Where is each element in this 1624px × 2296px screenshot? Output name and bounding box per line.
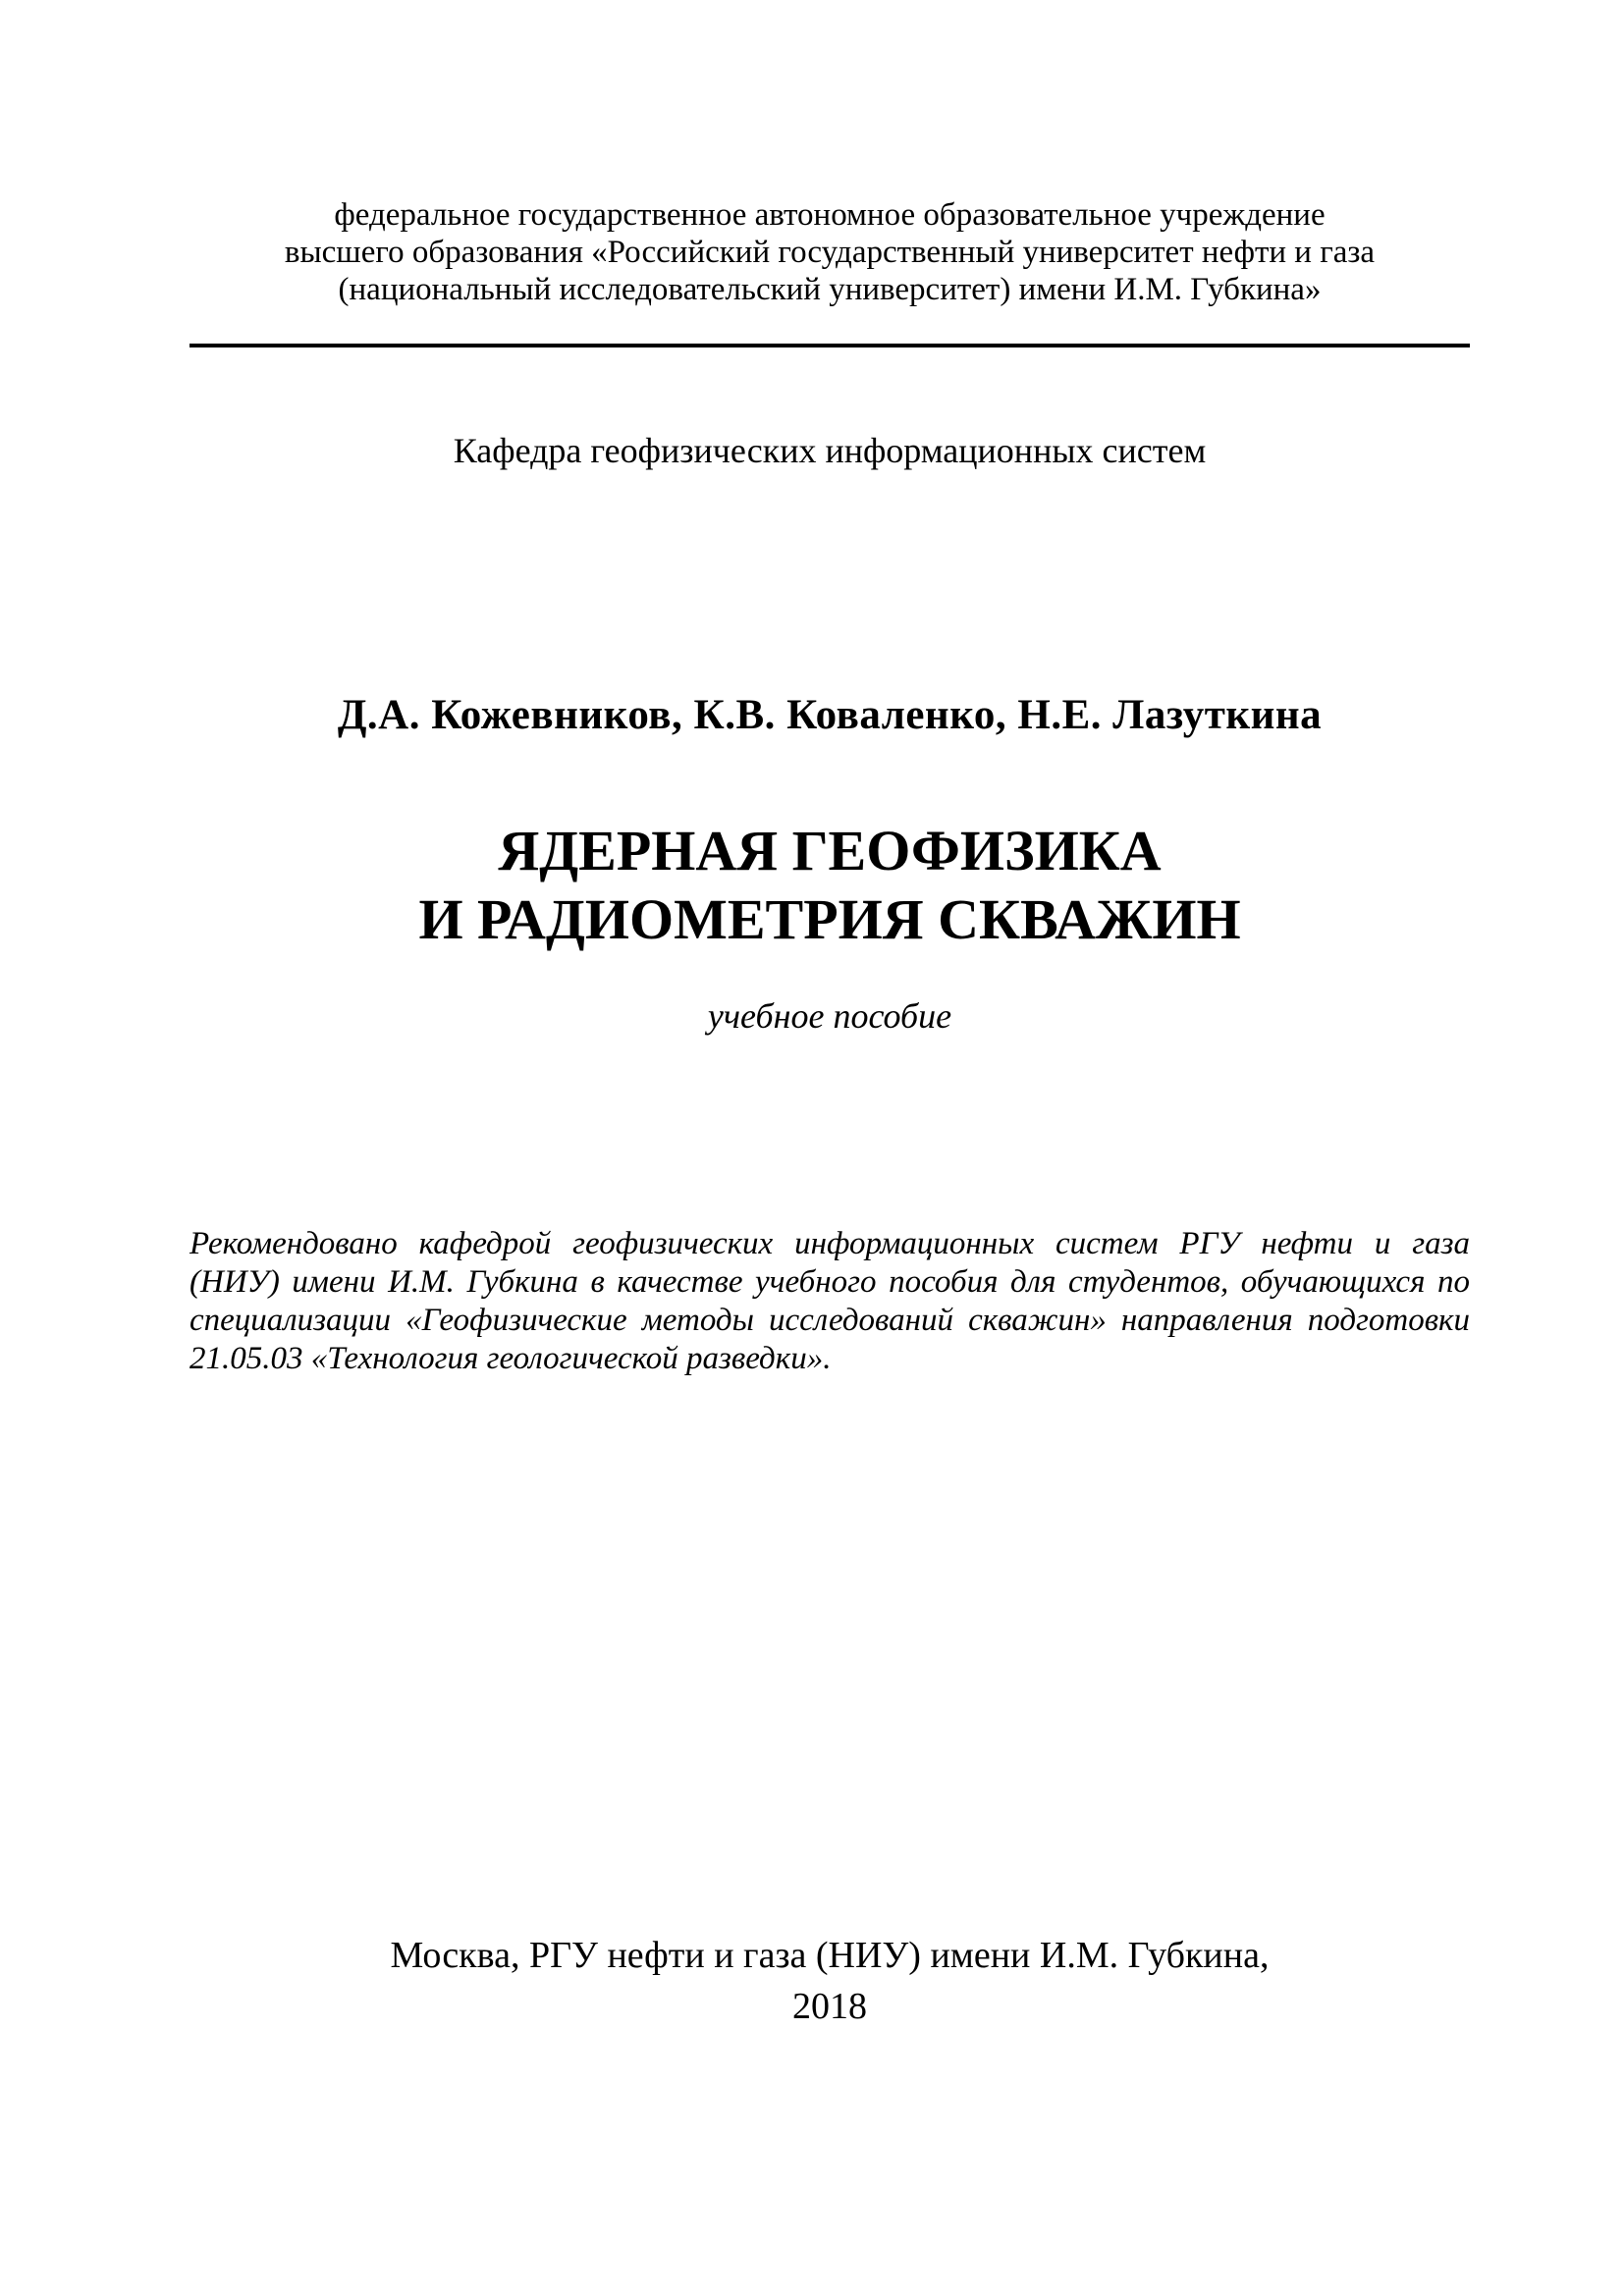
book-title-line-1: ЯДЕРНАЯ ГЕОФИЗИКА [498,819,1162,882]
authors-line: Д.А. Кожевников, К.В. Коваленко, Н.Е. Лазуткина [337,692,1323,738]
institution-line-2: высшего образования «Российский государственный университет нефти и газа [284,235,1376,270]
recommendation-line-1: Рекомендовано кафедрой геофизических информационных систем РГУ нефти и газа [189,1226,1470,1261]
book-subtitle: учебное пособие [707,996,952,1036]
recommendation-line-2: (НИУ) имени И.М. Губкина в качестве учебного пособия для студентов, обучающихся по [189,1264,1470,1300]
recommendation-line-4: 21.05.03 «Технология геологической разведки». [189,1341,832,1376]
imprint [189,1930,1470,2032]
recommendation-line-3: специализации «Геофизические методы исследований скважин» направления подготовки [189,1303,1470,1338]
imprint-year: 2018 [792,1986,867,2027]
department-name: Кафедра геофизических информационных систем [453,431,1207,470]
recommendation-paragraph [189,1225,1470,1378]
book-title [189,817,1470,954]
institution-line-3: (национальный исследовательский университет) имени И.М. Губкина» [338,272,1322,307]
book-title-line-2: И РАДИОМЕТРИЯ СКВАЖИН [418,887,1241,951]
horizontal-rule [189,344,1470,347]
institution-header [189,196,1470,308]
institution-line-1: федеральное государственное автономное образовательное учреждение [334,197,1326,233]
imprint-city-line: Москва, РГУ нефти и газа (НИУ) имени И.М. Губкина, [390,1935,1270,1976]
